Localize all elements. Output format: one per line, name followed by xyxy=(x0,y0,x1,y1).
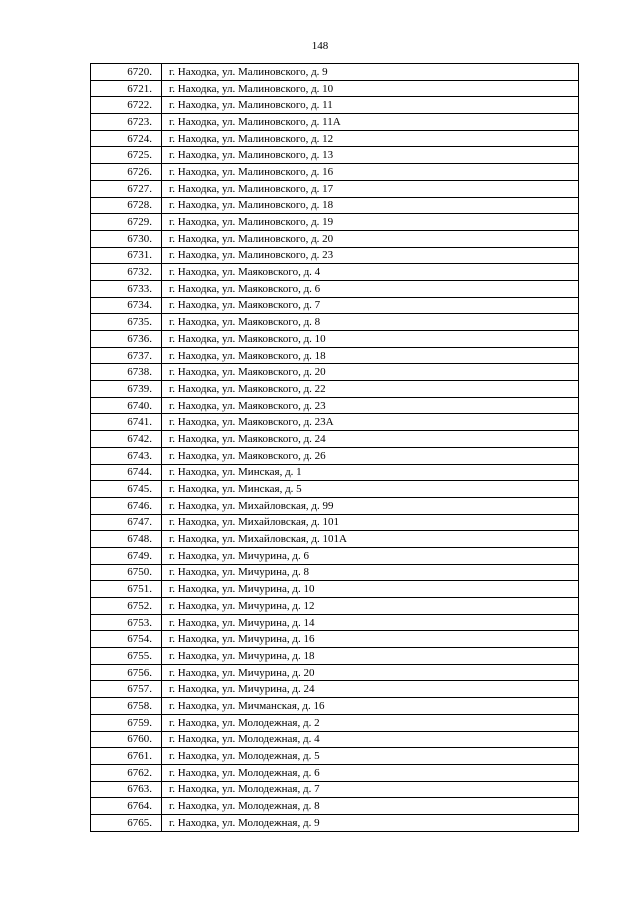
table-row xyxy=(91,130,579,147)
row-address: г. Находка, ул. Малиновского, д. 9 xyxy=(162,64,579,81)
row-address: г. Находка, ул. Малиновского, д. 23 xyxy=(162,247,579,264)
table-row xyxy=(91,264,579,281)
row-number: 6751. xyxy=(91,581,162,598)
row-number: 6738. xyxy=(91,364,162,381)
table-row xyxy=(91,598,579,615)
table-row xyxy=(91,814,579,831)
row-number: 6760. xyxy=(91,731,162,748)
row-number: 6749. xyxy=(91,547,162,564)
table-row xyxy=(91,364,579,381)
row-address: г. Находка, ул. Маяковского, д. 18 xyxy=(162,347,579,364)
table-row xyxy=(91,664,579,681)
table-row xyxy=(91,381,579,398)
row-number: 6762. xyxy=(91,764,162,781)
row-number: 6752. xyxy=(91,598,162,615)
row-address: г. Находка, ул. Маяковского, д. 7 xyxy=(162,297,579,314)
table-row xyxy=(91,297,579,314)
row-address: г. Находка, ул. Мичурина, д. 10 xyxy=(162,581,579,598)
table-row xyxy=(91,781,579,798)
table-row xyxy=(91,631,579,648)
table-row xyxy=(91,197,579,214)
row-number: 6725. xyxy=(91,147,162,164)
row-number: 6723. xyxy=(91,114,162,131)
table-row xyxy=(91,748,579,765)
row-address: г. Находка, ул. Молодежная, д. 8 xyxy=(162,798,579,815)
table-row xyxy=(91,64,579,81)
row-number: 6761. xyxy=(91,748,162,765)
row-address: г. Находка, ул. Мичурина, д. 6 xyxy=(162,547,579,564)
row-number: 6765. xyxy=(91,814,162,831)
row-address: г. Находка, ул. Малиновского, д. 16 xyxy=(162,164,579,181)
row-number: 6753. xyxy=(91,614,162,631)
table-row xyxy=(91,481,579,498)
row-address: г. Находка, ул. Маяковского, д. 20 xyxy=(162,364,579,381)
row-number: 6756. xyxy=(91,664,162,681)
table-row xyxy=(91,147,579,164)
row-number: 6720. xyxy=(91,64,162,81)
row-address: г. Находка, ул. Малиновского, д. 20 xyxy=(162,230,579,247)
row-number: 6745. xyxy=(91,481,162,498)
table-row xyxy=(91,714,579,731)
row-number: 6763. xyxy=(91,781,162,798)
row-address: г. Находка, ул. Молодежная, д. 6 xyxy=(162,764,579,781)
row-address: г. Находка, ул. Мичурина, д. 18 xyxy=(162,648,579,665)
row-address: г. Находка, ул. Михайловская, д. 101А xyxy=(162,531,579,548)
table-row xyxy=(91,681,579,698)
row-number: 6736. xyxy=(91,331,162,348)
row-number: 6759. xyxy=(91,714,162,731)
row-number: 6727. xyxy=(91,180,162,197)
row-number: 6739. xyxy=(91,381,162,398)
row-number: 6743. xyxy=(91,447,162,464)
table-row xyxy=(91,531,579,548)
address-table-body xyxy=(91,64,579,832)
row-number: 6732. xyxy=(91,264,162,281)
address-table xyxy=(90,63,579,832)
row-number: 6729. xyxy=(91,214,162,231)
row-number: 6744. xyxy=(91,464,162,481)
table-row xyxy=(91,581,579,598)
row-address: г. Находка, ул. Молодежная, д. 7 xyxy=(162,781,579,798)
row-address: г. Находка, ул. Малиновского, д. 11А xyxy=(162,114,579,131)
table-row xyxy=(91,230,579,247)
row-address: г. Находка, ул. Минская, д. 1 xyxy=(162,464,579,481)
row-address: г. Находка, ул. Михайловская, д. 99 xyxy=(162,497,579,514)
table-row xyxy=(91,564,579,581)
table-row xyxy=(91,247,579,264)
row-address: г. Находка, ул. Малиновского, д. 18 xyxy=(162,197,579,214)
table-row xyxy=(91,180,579,197)
row-address: г. Находка, ул. Молодежная, д. 9 xyxy=(162,814,579,831)
row-address: г. Находка, ул. Малиновского, д. 12 xyxy=(162,130,579,147)
table-row xyxy=(91,280,579,297)
row-number: 6731. xyxy=(91,247,162,264)
row-address: г. Находка, ул. Малиновского, д. 17 xyxy=(162,180,579,197)
row-number: 6747. xyxy=(91,514,162,531)
table-row xyxy=(91,214,579,231)
table-row xyxy=(91,80,579,97)
row-address: г. Находка, ул. Мичурина, д. 16 xyxy=(162,631,579,648)
row-address: г. Находка, ул. Мичурина, д. 12 xyxy=(162,598,579,615)
row-number: 6730. xyxy=(91,230,162,247)
row-address: г. Находка, ул. Мичурина, д. 24 xyxy=(162,681,579,698)
row-number: 6758. xyxy=(91,698,162,715)
row-number: 6748. xyxy=(91,531,162,548)
row-number: 6733. xyxy=(91,280,162,297)
table-row xyxy=(91,114,579,131)
row-number: 6722. xyxy=(91,97,162,114)
row-address: г. Находка, ул. Малиновского, д. 10 xyxy=(162,80,579,97)
row-address: г. Находка, ул. Мичурина, д. 14 xyxy=(162,614,579,631)
table-row xyxy=(91,97,579,114)
table-row xyxy=(91,314,579,331)
row-address: г. Находка, ул. Маяковского, д. 22 xyxy=(162,381,579,398)
row-number: 6721. xyxy=(91,80,162,97)
table-row xyxy=(91,347,579,364)
row-number: 6746. xyxy=(91,497,162,514)
table-row xyxy=(91,764,579,781)
table-row xyxy=(91,514,579,531)
row-number: 6764. xyxy=(91,798,162,815)
table-row xyxy=(91,464,579,481)
table-row xyxy=(91,397,579,414)
row-address: г. Находка, ул. Молодежная, д. 2 xyxy=(162,714,579,731)
row-number: 6755. xyxy=(91,648,162,665)
row-address: г. Находка, ул. Маяковского, д. 4 xyxy=(162,264,579,281)
row-address: г. Находка, ул. Маяковского, д. 23А xyxy=(162,414,579,431)
table-row xyxy=(91,731,579,748)
row-address: г. Находка, ул. Маяковского, д. 6 xyxy=(162,280,579,297)
table-row xyxy=(91,331,579,348)
row-number: 6737. xyxy=(91,347,162,364)
row-address: г. Находка, ул. Малиновского, д. 19 xyxy=(162,214,579,231)
table-row xyxy=(91,414,579,431)
row-address: г. Находка, ул. Малиновского, д. 11 xyxy=(162,97,579,114)
row-address: г. Находка, ул. Мичурина, д. 20 xyxy=(162,664,579,681)
table-row xyxy=(91,164,579,181)
row-number: 6724. xyxy=(91,130,162,147)
row-address: г. Находка, ул. Мичманская, д. 16 xyxy=(162,698,579,715)
table-row xyxy=(91,648,579,665)
table-row xyxy=(91,547,579,564)
row-address: г. Находка, ул. Молодежная, д. 4 xyxy=(162,731,579,748)
row-number: 6742. xyxy=(91,431,162,448)
row-address: г. Находка, ул. Малиновского, д. 13 xyxy=(162,147,579,164)
table-row xyxy=(91,798,579,815)
row-number: 6728. xyxy=(91,197,162,214)
table-row xyxy=(91,431,579,448)
row-address: г. Находка, ул. Маяковского, д. 10 xyxy=(162,331,579,348)
row-number: 6741. xyxy=(91,414,162,431)
row-number: 6726. xyxy=(91,164,162,181)
table-row xyxy=(91,497,579,514)
table-row xyxy=(91,698,579,715)
row-number: 6754. xyxy=(91,631,162,648)
row-number: 6735. xyxy=(91,314,162,331)
row-address: г. Находка, ул. Маяковского, д. 8 xyxy=(162,314,579,331)
row-number: 6734. xyxy=(91,297,162,314)
row-address: г. Находка, ул. Маяковского, д. 26 xyxy=(162,447,579,464)
table-row xyxy=(91,447,579,464)
row-number: 6750. xyxy=(91,564,162,581)
row-number: 6740. xyxy=(91,397,162,414)
row-address: г. Находка, ул. Молодежная, д. 5 xyxy=(162,748,579,765)
row-address: г. Находка, ул. Мичурина, д. 8 xyxy=(162,564,579,581)
page-number: 148 xyxy=(311,40,329,52)
row-address: г. Находка, ул. Михайловская, д. 101 xyxy=(162,514,579,531)
row-address: г. Находка, ул. Маяковского, д. 24 xyxy=(162,431,579,448)
row-address: г. Находка, ул. Маяковского, д. 23 xyxy=(162,397,579,414)
row-number: 6757. xyxy=(91,681,162,698)
row-address: г. Находка, ул. Минская, д. 5 xyxy=(162,481,579,498)
table-row xyxy=(91,614,579,631)
